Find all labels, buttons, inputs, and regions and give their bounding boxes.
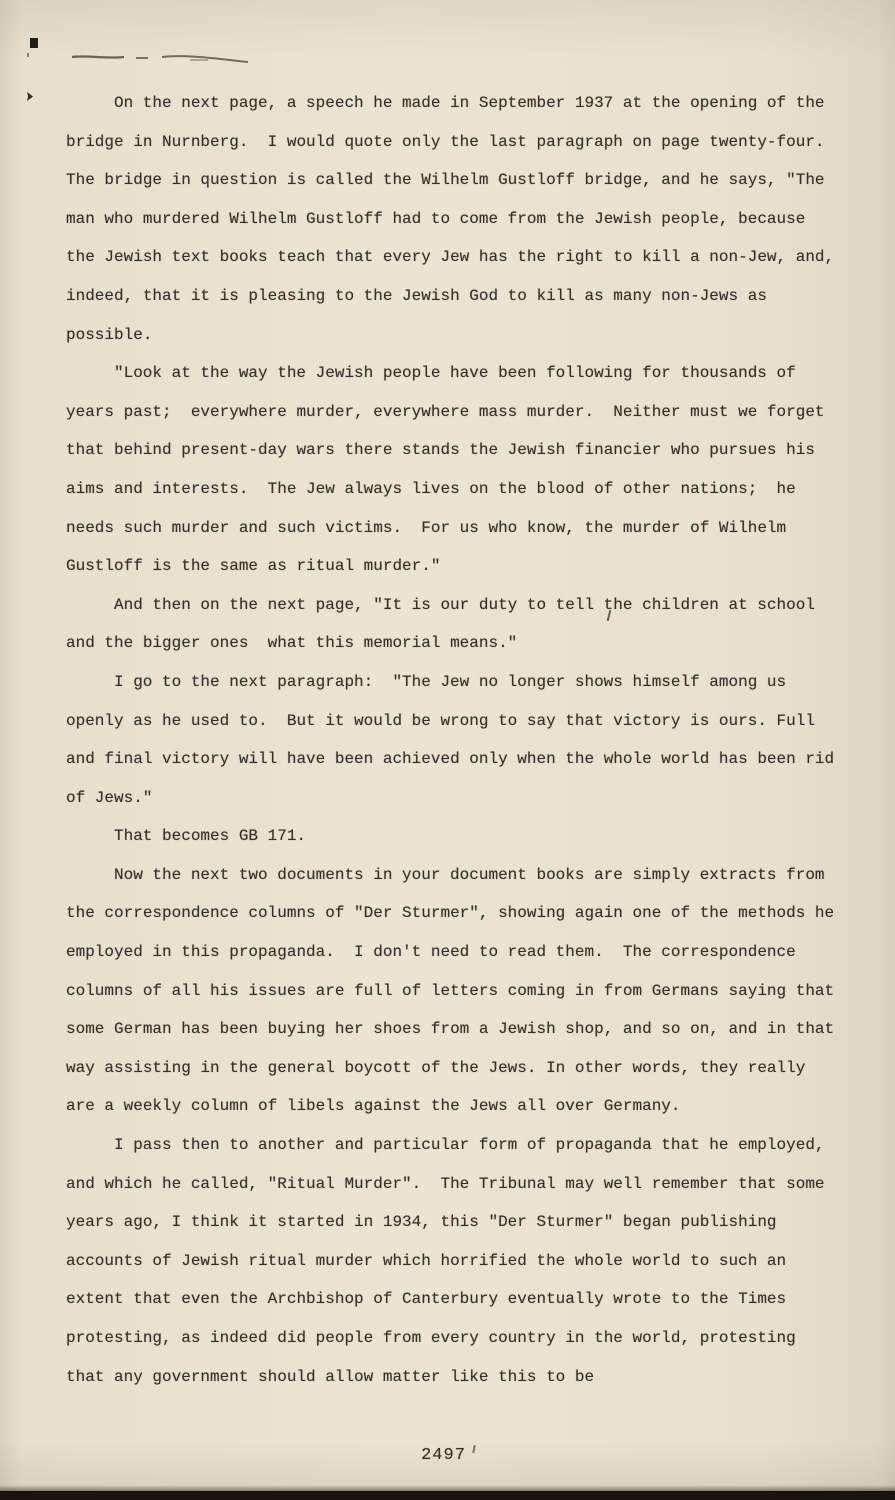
- page-number: [0, 1446, 895, 1465]
- paragraph: I pass then to another and particular form of propaganda that he employed, and which he called, "Ritual Murder". The Tribunal may well remember that some years ago, I think it started in 1934, this "Der Sturmer" began publishing accounts of Jewish ritual murder which horrified the whole world to such an extent that even the Archbishop of Canterbury eventually wrote to the Times protesting, as indeed did people from every country in the world, protesting that any government should allow matter like this to be: [66, 1136, 835, 1386]
- paragraph: That becomes GB 171.: [114, 827, 307, 846]
- paragraph: I go to the next paragraph: "The Jew no longer shows himself among us openly as he used to. But it would be wrong to say that victory is ours. Full and final victory will have been achieved only when the whole world has been rid of Jews.": [66, 672, 844, 807]
- scan-bottom-edge: [0, 1491, 895, 1500]
- page-number-tick-icon: [472, 1445, 475, 1453]
- pencil-strikeout-icon: [70, 50, 265, 64]
- paragraph: "Look at the way the Jewish people have been following for thousands of years past; everywhere murder, everywhere mass murder. Neither must we forget that behind present-day wars there stands the Jewish financier who pursues his aims and interests. The Jew always lives on the blood of other nations; he needs such murder and such victims. For us who know, the murder of Wilhelm Gustloff is the same as ritual murder.": [66, 364, 835, 576]
- page-number-text: 2497: [421, 1446, 466, 1465]
- scan-mark-flag-icon: [27, 92, 33, 101]
- paragraph: And then on the next page, "It is our duty to tell the children at school and the bigger ones what this memorial means.": [66, 595, 825, 653]
- paragraph: Now the next two documents in your document books are simply extracts from the correspondence columns of "Der Sturmer", showing again one of the methods he employed in this propaganda. I don't need to read them. The correspondence columns of all his issues are full of letters coming in from Germans saying that some German has been buying her shoes from a Jewish shop, and so on, and in that way assisting in the general boycott of the Jews. In other words, they really are a weekly column of libels against the Jews all over Germany.: [66, 865, 844, 1116]
- paragraph: On the next page, a speech he made in September 1937 at the opening of the bridge in Nurnberg. I would quote only the last paragraph on page twenty-four. The bridge in question is called the Wilhelm Gustloff bridge, and he says, "The man who murdered Wilhelm Gustloff had to come from the Jewish people, because the Jewish text books teach that every Jew has the right to kill a non-Jew, and, indeed, that it is pleasing to the Jewish God to kill as many non-Jews as possible.: [66, 94, 844, 344]
- scan-mark-square-icon: [30, 38, 38, 48]
- transcript-body: [66, 84, 844, 1396]
